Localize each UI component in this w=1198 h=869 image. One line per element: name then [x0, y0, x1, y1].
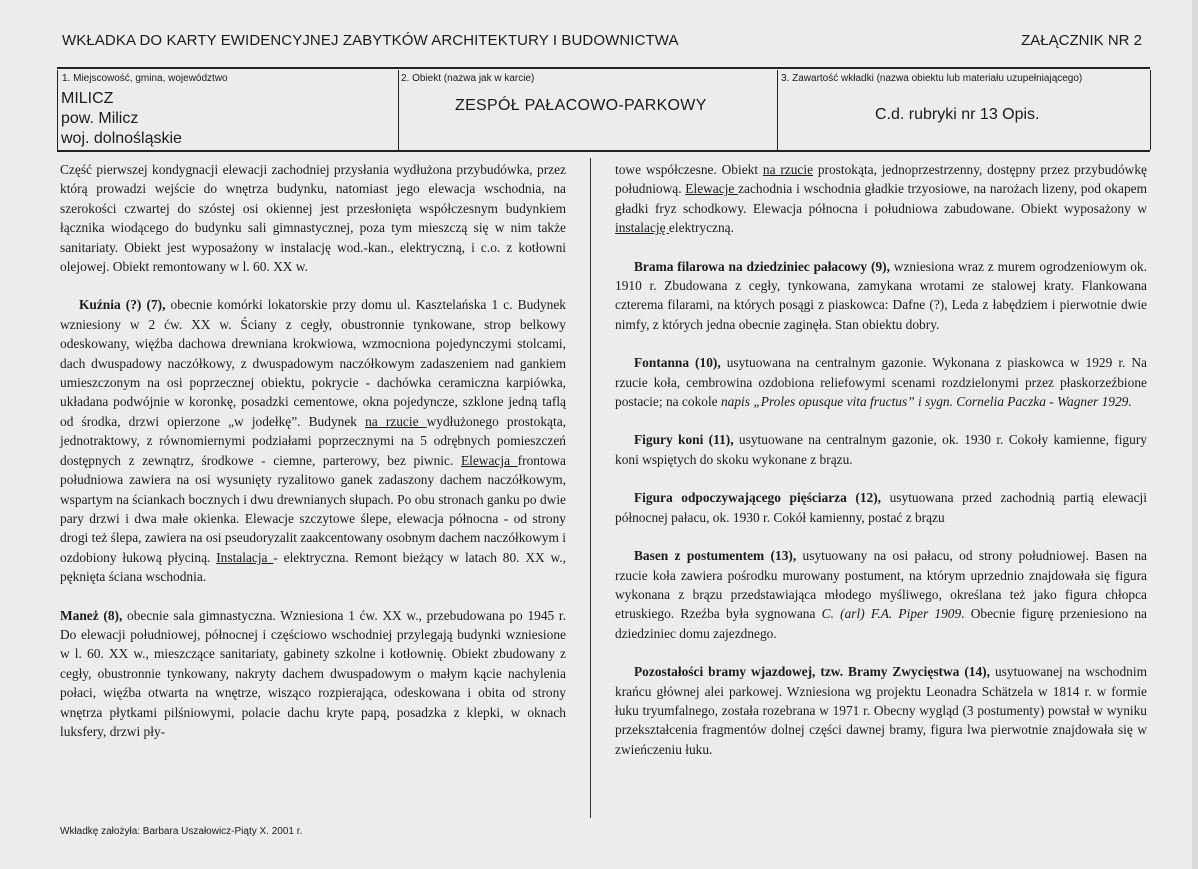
attachment-number: ZAŁĄCZNIK NR 2	[1021, 32, 1142, 49]
paragraph-intro	[60, 160, 566, 276]
content-field	[777, 70, 1151, 150]
section-title: Figury koni (11),	[634, 432, 734, 448]
paragraph-text: usytuowana przed zachodnią partią elewacji północnej pałacu, ok. 1930 r. Cokół kamienny, postać z brązu	[615, 490, 1147, 525]
paragraph-text: obecnie sala gimnastyczna. Wzniesiona 1 ćw. XX w., przebudowana po 1945 r. Do elewacji południowej, północnej i częściowo wschodniej przylegają budynki wzniesione w l. 60. XX w., mieszczące sanitariaty, gabinety szkolne i kotłownię. Obiekt zbudowany z cegły, obustronnie tynkowany, nakryty dachem dwuspadowym o małym kącie nachylenia połaci, więźba otwarta na wnętrze, wisząco rozpierająca, odeskowana i obita od strony wnętrza płytkami pilśniowymi, polacie dachu kryte papą, posadzka z klepki, w oknach luksfery, drzwi pły-	[60, 607, 566, 739]
content-label: 3. Zawartość wkładki (nazwa obiektu lub materiału uzupełniającego)	[781, 73, 1083, 84]
location-county: pow. Milicz	[61, 110, 139, 127]
paragraph-text: usytuowane na centralnym gazonie, ok. 1930 r. Cokoły kamienne, figury koni wspiętych do skoku wykonane z brązu.	[615, 432, 1147, 467]
section-title: Kuźnia (?) (7),	[79, 297, 166, 313]
page-edge	[1192, 0, 1198, 869]
paragraph-text: . Obecnie figurę przeniesiono na dziedziniec domu zajezdnego.	[615, 606, 1147, 641]
paragraph-text: - elektryczna. Remont bieżący w latach 80. XX w., pęknięta ściana wschodnia.	[60, 549, 566, 585]
content-value: C.d. rubryki nr 13 Opis.	[875, 106, 1040, 123]
object-value: ZESPÓŁ PAŁACOWO-PARKOWY	[455, 97, 707, 114]
paragraph-text: usytuowanej na wschodnim krańcu głównej alei parkowej. Wzniesiona wg projektu Leonadra Schätzela w 1814 r. w formie łuku tryumfalnego, została rozebrana w 1971 r. Obecny wygląd (3 postumenty) powstał w wyniku przekształcenia fragmentów dolnej części dawnej bramy, figura lwa pierwotnie znajdowała się w zwieńczeniu łuku.	[615, 664, 1147, 757]
inscription-text: napis „Proles opusque vita fructus” i sygn. Cornelia Paczka - Wagner 1929.	[720, 394, 1132, 410]
paragraph-text: zachodnia i wschodnia gładkie trzyosiowe, na narożach lizeny, pod okapem gładki fryz schodkowy. Elewacja północna i południowa zabudowane. Obiekt wyposażony w	[615, 181, 1147, 216]
paragraph-figury-koni	[615, 430, 1147, 469]
underlined-term: instalację	[615, 220, 669, 236]
paragraph-fontanna	[615, 353, 1147, 411]
paragraph-text: wydłużonego prostokąta, jednotraktowy, z równomiernymi podziałami poprzecznymi na 5 odrębnych pomieszczeń dostępnych z zewnątrz, środkowe - ciemne, parterowy, bez piwnic.	[60, 413, 566, 468]
paragraph-text: usytuowany na osi pałacu, od strony południowej. Basen na rzucie koła zawiera pośrodku murowany postument, na którym uprzednio znajdowała się figura wykonana z brązu przedstawiająca młodego myśliwego, określana też jako figura chłopca etruskiego. Rzeźba była sygnowana	[615, 548, 1147, 622]
section-title: Maneż (8),	[60, 607, 123, 623]
paragraph-basen	[615, 546, 1147, 643]
location-town: MILICZ	[61, 90, 114, 107]
section-title: Fontanna (10),	[634, 355, 721, 371]
paragraph-text: towe współczesne. Obiekt	[615, 162, 763, 177]
paragraph-text: obecnie komórki lokatorskie przy domu ul. Kasztelańska 1 c. Budynek wzniesiony w 2 ćw. XX w. Ściany z cegły, obustronnie tynkowane, strop belkowy odeskowany, więźba dachowa drewniana krokwiowa, wzmocniona pojedynczymi stolcami, dach dwuspadowy naczółkowy, z dwuspadowym naczółkowym zadaszeniem nad gankiem umieszczonym na osi poprzecznej obiektu, pokrycie - dachówka ceramiczna karpiówka, układana podwójnie w koronkę, posadzki cementowe, okna pojedyncze, szklone jedną taflą od środka, drzwi opierzone „w jodełkę”. Budynek	[60, 297, 566, 429]
author-footer: Wkładkę założyła: Barbara Uszałowicz-Piąty X. 2001 r.	[60, 826, 303, 837]
paragraph-text: wzniesiona wraz z murem ogrodzeniowym ok. 1910 r. Zbudowana z cegły, tynkowana, zamykana wrotami ze stalowej kraty. Flankowana czterema filarami, na których posągi z piaskowca: Dafne (?), Leda z łabędziem i pierwotnie dwie nimfy, z których jedna obecnie zaginęła. Stan obiektu dobry.	[615, 258, 1147, 332]
header-rule	[57, 67, 1150, 69]
paragraph-kuznia	[60, 295, 566, 586]
paragraph-text: prostokąta, jednoprzestrzenny, dostępny przez przybudówkę południową.	[615, 162, 1147, 197]
paragraph-brama	[615, 257, 1147, 335]
underlined-term: Instalacja	[216, 549, 274, 565]
document-title: WKŁADKA DO KARTY EWIDENCYJNEJ ZABYTKÓW ARCHITEKTURY I BUDOWNICTWA	[62, 32, 679, 49]
underlined-term: Elewacje	[685, 181, 739, 197]
section-title: Brama filarowa na dziedziniec pałacowy (9),	[634, 258, 890, 274]
object-field	[397, 70, 778, 150]
object-label: 2. Obiekt (nazwa jak w karcie)	[401, 73, 535, 84]
paragraph-text: Część pierwszej kondygnacji elewacji zachodniej przysłania wydłużona przybudówka, przez którą prowadzi wejście do wnętrza budynku, natomiast jego elewacja wschodnia, na szerokości czwartej do szóstej osi okiennej jest przesłonięta współczesnym budynkiem łącznika wiodącego do budynku sali gimnastycznej, poza tym mieszczą się w nim także sanitariaty. Obiekt jest wyposażony w instalację wod.-kan., elektryczną, i c.o. z kotłowni olejowej. Obiekt remontowany w l. 60. XX w.	[60, 162, 566, 275]
paragraph-manez	[60, 606, 566, 742]
location-voivodeship: woj. dolnośląskie	[61, 130, 182, 147]
paragraph-continued	[615, 160, 1147, 238]
underlined-term: na rzucie	[365, 413, 427, 429]
paragraph-text: frontowa południowa zawiera na osi wysunięty ryzalitowo ganek zadaszony dachem naczółkowym, wspartym na ściankach bocznych i dwu drewnianych słupach. Po obu stronach ganku po dwie pary drzwi i dwa małe okienka. Elewacje szczytowe ślepe, elewacja północna - od strony drogi też ślepa, zawiera na osi pseudoryzalit zaakcentowany osobnym dachem naczółkowym i ozdobiony łukową płyciną.	[60, 452, 566, 565]
signature-text: C. (arl) F.A. Piper 1909	[821, 606, 962, 622]
paragraph-text: usytuowana na centralnym gazonie. Wykonana z piaskowca w 1929 r. Na rzucie koła, cembrowina ozdobiona reliefowymi scenami rozdzielonymi przez płaskorzeźbione postacie; na cokole	[615, 355, 1147, 410]
fields-rule	[57, 150, 1150, 152]
column-divider	[590, 158, 591, 818]
left-column	[60, 160, 566, 741]
section-title: Pozostałości bramy wjazdowej, tzw. Bramy Zwycięstwa (14),	[634, 664, 990, 680]
location-field	[57, 70, 399, 150]
underlined-term: na rzucie	[762, 162, 814, 177]
paragraph-brama-zwyciestwa	[615, 662, 1147, 759]
section-title: Basen z postumentem (13),	[634, 548, 797, 564]
right-column	[615, 160, 1147, 759]
location-label: 1. Miejscowość, gmina, województwo	[62, 73, 228, 84]
paragraph-piesciarz	[615, 488, 1147, 527]
underlined-term: Elewacja	[460, 452, 518, 468]
section-title: Figura odpoczywającego pięściarza (12),	[634, 490, 882, 506]
paragraph-text: elektryczną.	[668, 220, 734, 236]
